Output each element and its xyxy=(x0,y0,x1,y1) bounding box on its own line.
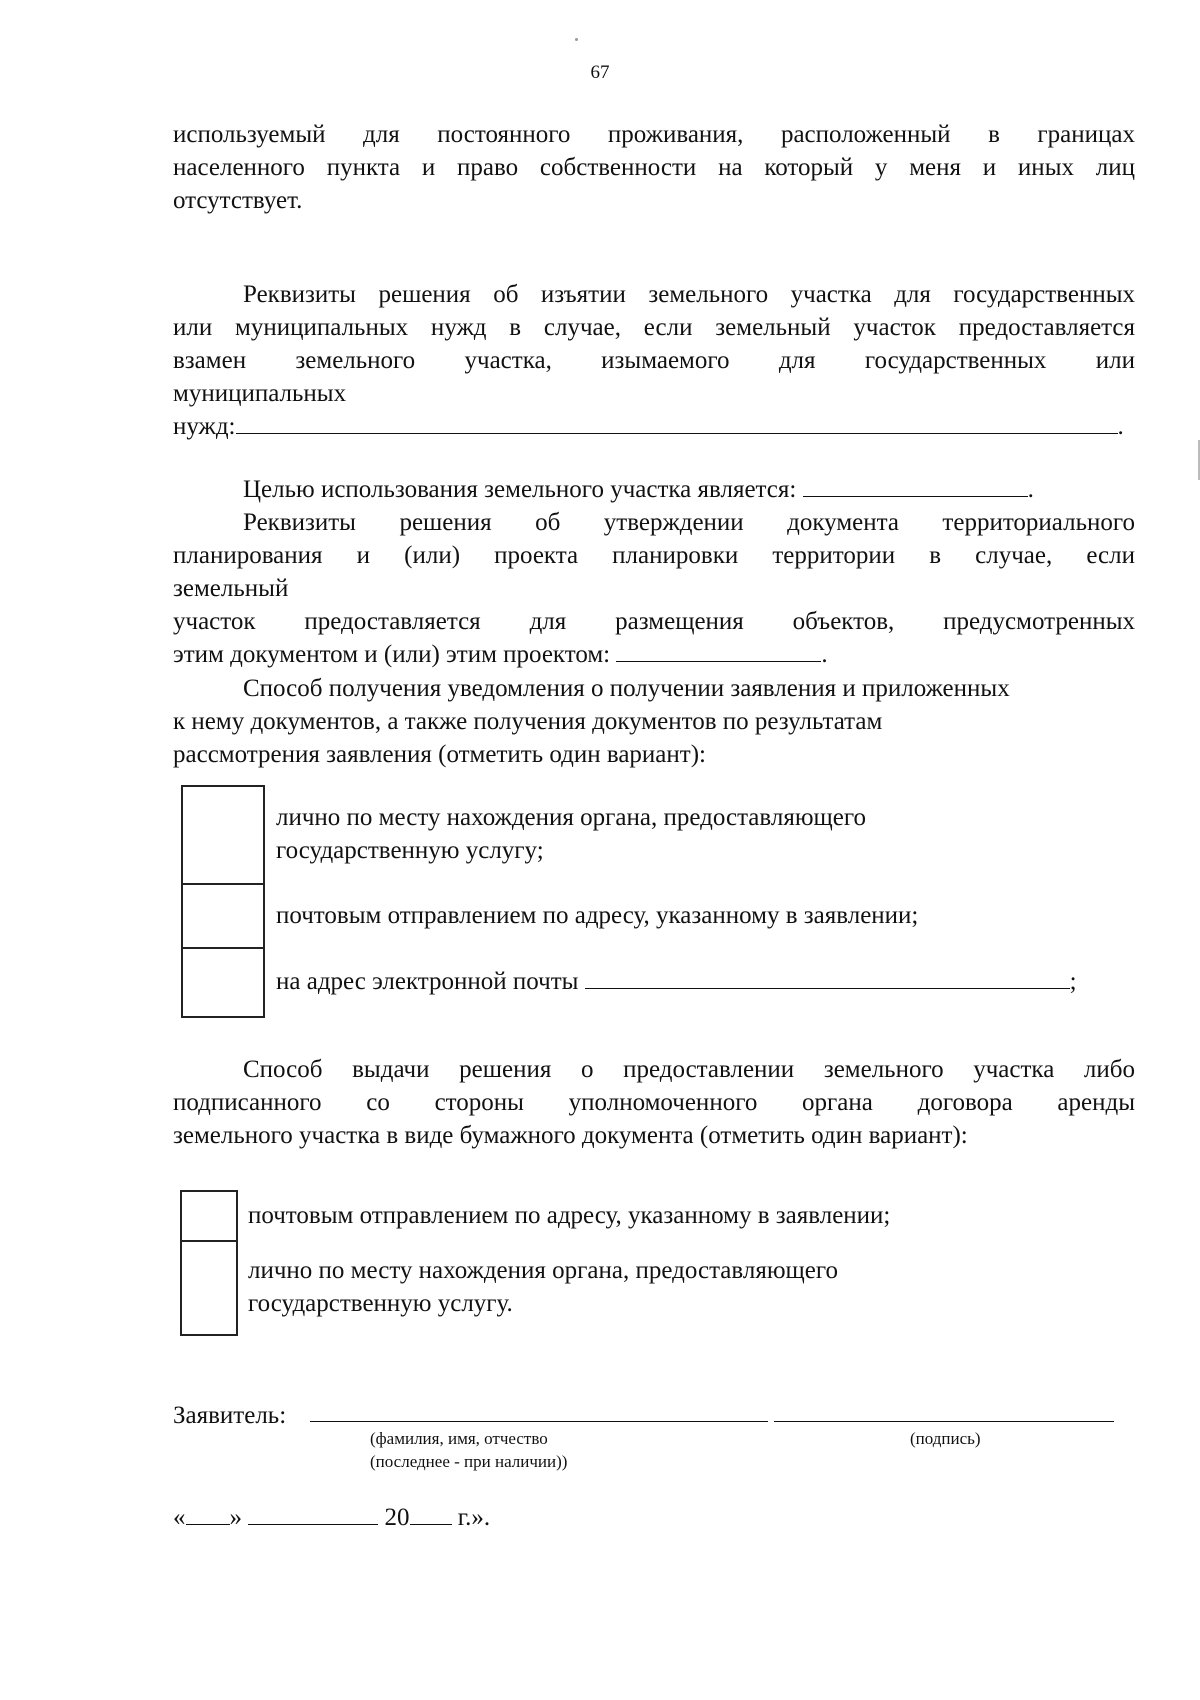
notification-line-1: Способ получения уведомления о получении заявления и приложенных xyxy=(243,675,1010,702)
applicant-name-field[interactable] xyxy=(310,1421,768,1422)
notification-line-3: рассмотрения заявления (отметить один вариант): xyxy=(173,741,706,768)
purpose-row xyxy=(173,473,1135,506)
notification-checkbox-in-person[interactable] xyxy=(181,785,265,887)
seizure-line-3: взамен земельного участка, изымаемого для государственных или xyxy=(173,347,1135,374)
notification-option-email-label: на адрес электронной почты xyxy=(276,968,579,995)
scan-speck xyxy=(575,38,578,41)
purpose-paragraph xyxy=(173,473,1135,506)
seizure-line-1: Реквизиты решения об изъятии земельного участка для государственных xyxy=(243,281,1135,308)
notification-paragraph xyxy=(173,672,1125,771)
intro-line-1: используемый для постоянного проживания, расположенный в границах xyxy=(173,121,1135,148)
planning-field[interactable] xyxy=(616,639,821,662)
seizure-line-2: или муниципальных нужд в случае, если земельный участок предоставляется xyxy=(173,314,1135,341)
intro-line-2: населенного пункта и право собственности на который у меня и иных лиц xyxy=(173,154,1135,181)
name-caption-line-1: (фамилия, имя, отчество xyxy=(370,1429,548,1448)
purpose-label: Целью использования земельного участка является: xyxy=(243,476,797,503)
issuance-option-in-person xyxy=(248,1254,1128,1320)
planning-line-2: планирования и (или) проекта планировки территории в случае, если xyxy=(173,542,1135,569)
date-year-prefix: 20 xyxy=(384,1504,410,1531)
purpose-end: . xyxy=(1027,476,1034,503)
date-close-quote: » xyxy=(229,1504,242,1531)
date-suffix: г.». xyxy=(457,1504,491,1531)
seizure-line-4: муниципальных xyxy=(173,380,347,407)
date-year-field[interactable] xyxy=(410,1502,452,1525)
date-row xyxy=(173,1501,490,1534)
applicant-signature-field[interactable] xyxy=(774,1421,1114,1422)
issuance-checkbox-mail[interactable] xyxy=(180,1190,238,1244)
notification-option-mail: почтовым отправлением по адресу, указанному в заявлении; xyxy=(276,902,919,929)
date-month-field[interactable] xyxy=(248,1502,378,1525)
seizure-needs-row xyxy=(173,410,1135,443)
planning-line-1: Реквизиты решения об утверждении документа территориального xyxy=(243,509,1135,536)
seizure-needs-label: нужд: xyxy=(173,413,236,440)
planning-line-3: земельный xyxy=(173,575,289,602)
notification-checkbox-email[interactable] xyxy=(181,947,265,1018)
name-caption xyxy=(370,1427,567,1473)
notification-option-in-person-line-2: государственную услугу; xyxy=(276,837,544,864)
issuance-option-in-person-line-1: лично по месту нахождения органа, предоставляющего xyxy=(248,1257,839,1284)
notification-line-2: к нему документов, а также получения документов по результатам xyxy=(173,708,883,735)
planning-end: . xyxy=(821,641,828,668)
planning-paragraph xyxy=(173,506,1135,671)
planning-line-5: этим документом и (или) этим проектом: xyxy=(173,641,611,668)
notification-option-in-person xyxy=(276,801,1136,867)
name-caption-line-2: (последнее - при наличии)) xyxy=(370,1452,568,1471)
planning-project-row xyxy=(173,638,1135,671)
issuance-paragraph xyxy=(173,1053,1135,1152)
issuance-option-mail: почтовым отправлением по адресу, указанному в заявлении; xyxy=(248,1202,891,1229)
issuance-line-3: земельного участка в виде бумажного документа (отметить один вариант): xyxy=(173,1122,968,1149)
page-number: 67 xyxy=(590,62,610,83)
date-day-field[interactable] xyxy=(186,1502,230,1525)
issuance-line-2: подписанного со стороны уполномоченного органа договора аренды xyxy=(173,1089,1135,1116)
notification-checkbox-mail[interactable] xyxy=(181,883,265,951)
planning-line-4: участок предоставляется для размещения объектов, предусмотренных xyxy=(173,608,1135,635)
signature-caption: (подпись) xyxy=(910,1429,981,1448)
applicant-label: Заявитель: xyxy=(173,1402,287,1429)
seizure-needs-field[interactable] xyxy=(236,411,1118,434)
date-open-quote: « xyxy=(173,1504,186,1531)
intro-line-3: отсутствует. xyxy=(173,187,303,214)
email-address-field[interactable] xyxy=(585,966,1070,989)
issuance-checkbox-in-person[interactable] xyxy=(180,1240,238,1336)
purpose-field[interactable] xyxy=(803,474,1028,497)
issuance-option-in-person-line-2: государственную услугу. xyxy=(248,1290,513,1317)
notification-option-email xyxy=(276,965,1136,998)
seizure-needs-end: . xyxy=(1117,413,1124,440)
notification-option-email-end: ; xyxy=(1069,968,1077,995)
issuance-line-1: Способ выдачи решения о предоставлении земельного участка либо xyxy=(243,1056,1135,1083)
intro-paragraph xyxy=(173,118,1135,217)
notification-option-in-person-line-1: лично по месту нахождения органа, предоставляющего xyxy=(276,804,867,831)
seizure-paragraph xyxy=(173,278,1135,443)
